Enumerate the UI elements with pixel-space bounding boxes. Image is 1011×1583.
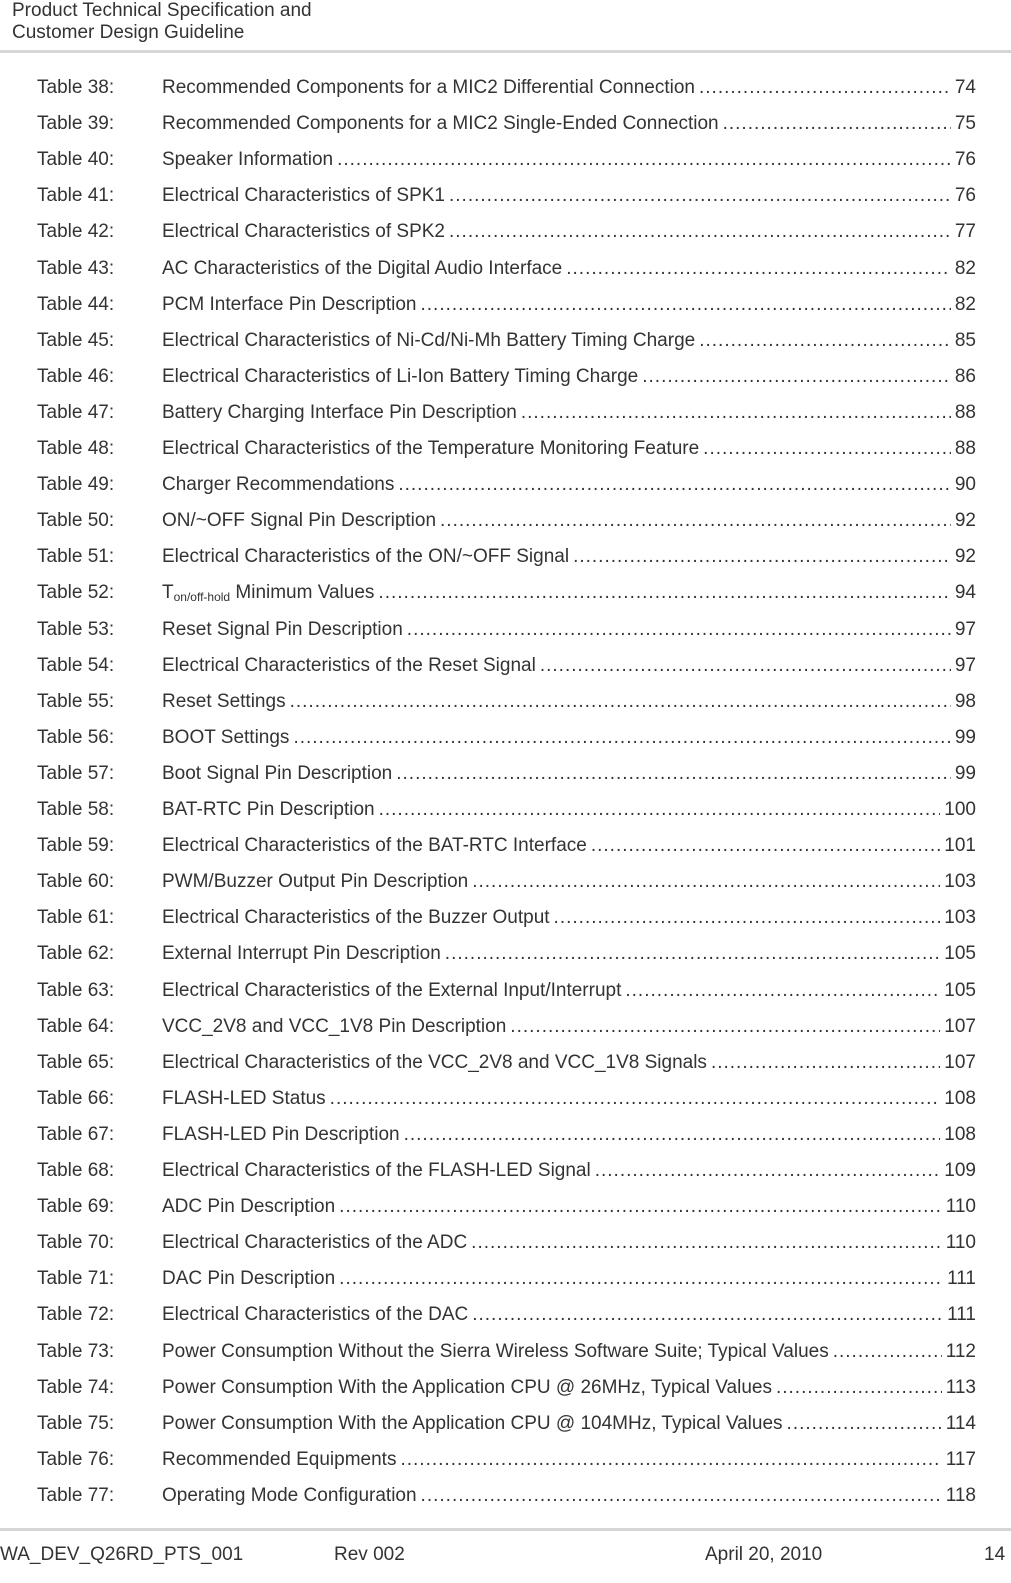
toc-entry-title: Recommended Components for a MIC2 Differential Connection <box>162 77 695 98</box>
toc-entry-label: Table 70: <box>37 1232 115 1254</box>
toc-dot-leader <box>330 1081 941 1117</box>
toc-entry[interactable] <box>0 1225 1011 1261</box>
toc-entry[interactable] <box>0 684 1011 720</box>
toc-entry-label: Table 50: <box>37 510 115 532</box>
toc-entry[interactable] <box>0 539 1011 575</box>
toc-entry-title-line <box>162 70 976 106</box>
toc-entry-label: Table 67: <box>37 1123 115 1145</box>
toc-entry-label: Table 49: <box>37 474 115 496</box>
toc-entry[interactable] <box>0 106 1011 142</box>
toc-entry-title-line <box>162 142 976 178</box>
toc-entry-title: Boot Signal Pin Description <box>162 762 393 784</box>
toc-dot-leader <box>449 214 951 250</box>
toc-entry-page: 82 <box>954 293 976 315</box>
toc-entry-title: Electrical Characteristics of Ni-Cd/Ni-Mh Battery Timing Charge <box>162 329 696 351</box>
toc-entry-page: 110 <box>945 1196 976 1218</box>
toc-entry-page: 113 <box>945 1376 976 1398</box>
toc-dot-leader <box>554 900 941 936</box>
toc-entry-label: Table 74: <box>37 1376 115 1398</box>
toc-entry-title: DAC Pin Description <box>162 1268 336 1290</box>
toc-entry-title-line <box>162 214 976 250</box>
toc-entry-page: 76 <box>954 185 976 207</box>
toc-entry-label: Table 43: <box>37 257 115 279</box>
toc-entry-page: 111 <box>947 1268 976 1290</box>
toc-entry-title-line <box>162 106 976 142</box>
toc-dot-leader <box>642 359 951 395</box>
toc-entry-title: AC Characteristics of the Digital Audio Interface <box>162 257 563 279</box>
toc-entry-title-line <box>162 1478 976 1514</box>
toc-dot-leader <box>595 1153 941 1189</box>
toc-entry-title: BAT-RTC Pin Description <box>162 799 375 820</box>
toc-entry[interactable] <box>0 178 1011 214</box>
toc-entry-label: Table 65: <box>37 1051 115 1073</box>
toc-entry[interactable] <box>0 503 1011 539</box>
toc-dot-leader <box>711 1045 940 1081</box>
toc-entry-title-subscript: on/off-hold <box>173 590 231 605</box>
toc-entry-page: 74 <box>954 77 976 98</box>
toc-dot-leader <box>339 1189 942 1225</box>
toc-entry-title: Power Consumption With the Application CPU @ 104MHz, Typical Values <box>162 1412 783 1434</box>
toc-entry-title-line <box>162 1045 976 1081</box>
toc-entry[interactable] <box>0 214 1011 250</box>
toc-entry-label: Table 53: <box>37 618 115 640</box>
toc-dot-leader <box>573 539 951 575</box>
toc-dot-leader <box>378 575 950 611</box>
toc-entry-title-line <box>162 1189 976 1225</box>
toc-dot-leader <box>472 1297 943 1333</box>
footer-divider <box>0 1528 1011 1531</box>
toc-dot-leader <box>521 395 951 431</box>
toc-entry-label: Table 77: <box>37 1484 115 1506</box>
toc-entry-label: Table 51: <box>37 546 115 568</box>
toc-entry[interactable] <box>0 1189 1011 1225</box>
toc-entry-page: 108 <box>944 1123 976 1145</box>
toc-entry-title-line <box>162 864 976 900</box>
toc-entry-label: Table 64: <box>37 1015 115 1037</box>
toc-entry-title-line <box>162 792 976 828</box>
footer-date: April 20, 2010 <box>705 1544 823 1565</box>
toc-entry[interactable] <box>0 1370 1011 1406</box>
toc-entry-title-line <box>162 1009 976 1045</box>
toc-entry-label: Table 52: <box>37 582 115 604</box>
toc-entry-page: 105 <box>944 979 976 1001</box>
toc-entry-page: 108 <box>944 1087 976 1109</box>
toc-entry-title: Electrical Characteristics of the DAC <box>162 1304 469 1326</box>
toc-entry-title: Electrical Characteristics of SPK2 <box>162 221 445 243</box>
toc-entry-page: 107 <box>944 1051 976 1073</box>
toc-entry-page: 111 <box>947 1304 976 1326</box>
toc-entry-label: Table 56: <box>37 726 115 748</box>
toc-entry-title-line <box>162 612 976 648</box>
toc-dot-leader <box>290 684 951 720</box>
toc-entry[interactable] <box>0 323 1011 359</box>
toc-entry-label: Table 75: <box>37 1412 115 1434</box>
toc-entry-title: Operating Mode Configuration <box>162 1484 417 1506</box>
toc-entry-title <box>162 575 374 615</box>
toc-dot-leader <box>293 720 950 756</box>
toc-entry-title: BOOT Settings <box>162 726 290 748</box>
toc-dot-leader <box>625 973 940 1009</box>
toc-entry-title: Charger Recommendations <box>162 474 395 496</box>
toc-entry-title: FLASH-LED Pin Description <box>162 1123 400 1145</box>
toc-entry[interactable] <box>0 1442 1011 1478</box>
toc-entry[interactable] <box>0 467 1011 503</box>
toc-entry-title-line <box>162 648 976 684</box>
toc-entry[interactable] <box>0 612 1011 648</box>
toc-dot-leader <box>339 1261 943 1297</box>
toc-entry-page: 88 <box>954 401 976 423</box>
toc-dot-leader <box>337 142 951 178</box>
toc-entry-label: Table 76: <box>37 1448 115 1470</box>
toc-entry-label: Table 63: <box>37 979 115 1001</box>
toc-dot-leader <box>398 467 951 503</box>
toc-entry-title: Electrical Characteristics of the Reset Signal <box>162 654 536 676</box>
toc-entry[interactable] <box>0 359 1011 395</box>
toc-entry-title-line <box>162 575 976 615</box>
toc-entry-label: Table 57: <box>37 762 115 784</box>
toc-entry-title: Power Consumption With the Application CPU @ 26MHz, Typical Values <box>162 1376 772 1398</box>
toc-entry[interactable] <box>0 1045 1011 1081</box>
toc-entry-title: Power Consumption Without the Sierra Wireless Software Suite; Typical Values <box>162 1340 829 1362</box>
toc-entry-title: Electrical Characteristics of the External Input/Interrupt <box>162 979 622 1001</box>
toc-entry-title: Speaker Information <box>162 149 334 171</box>
toc-entry-page: 97 <box>954 618 976 640</box>
toc-entry-title-line <box>162 395 976 431</box>
toc-dot-leader <box>540 648 951 684</box>
toc-dot-leader <box>723 106 951 142</box>
toc-entry-title-line <box>162 1117 976 1153</box>
toc-entry-page: 77 <box>954 221 976 243</box>
toc-entry-title: VCC_2V8 and VCC_1V8 Pin Description <box>162 1015 507 1037</box>
toc-entry-page: 88 <box>954 438 976 459</box>
toc-entry-title: FLASH-LED Status <box>162 1087 326 1109</box>
toc-entry[interactable] <box>0 973 1011 1009</box>
toc-entry-title: Electrical Characteristics of the Buzzer Output <box>162 907 550 929</box>
toc-entry-page: 94 <box>954 582 976 604</box>
toc-entry-label: Table 60: <box>37 871 115 893</box>
toc-entry-title: Electrical Characteristics of the ADC <box>162 1232 468 1254</box>
toc-dot-leader <box>396 756 951 792</box>
toc-entry-title-prefix: T <box>162 582 174 604</box>
toc-entry-page: 114 <box>945 1412 976 1434</box>
toc-entry-title: External Interrupt Pin Description <box>162 943 441 965</box>
toc-entry-label: Table 40: <box>37 149 115 171</box>
toc-entry-title-line <box>162 900 976 936</box>
toc-dot-leader <box>445 936 941 972</box>
footer-doc-id: WA_DEV_Q26RD_PTS_001 <box>0 1544 244 1565</box>
toc-entry[interactable] <box>0 936 1011 972</box>
toc-entry-title-line <box>162 287 976 323</box>
toc-entry[interactable] <box>0 900 1011 936</box>
toc-entry-page: 75 <box>954 113 976 135</box>
toc-entry[interactable] <box>0 720 1011 756</box>
toc-entry[interactable] <box>0 70 1011 106</box>
toc-entry-page: 100 <box>944 799 976 820</box>
toc-entry-page: 101 <box>944 835 976 857</box>
toc-entry[interactable] <box>0 1153 1011 1189</box>
toc-dot-leader <box>699 70 951 106</box>
toc-entry-label: Table 47: <box>37 401 115 423</box>
toc-dot-leader <box>400 1442 941 1478</box>
toc-entry[interactable] <box>0 1009 1011 1045</box>
toc-entry-page: 99 <box>954 726 976 748</box>
toc-entry-label: Table 59: <box>37 835 115 857</box>
footer-page-number: 14 <box>984 1544 1006 1565</box>
toc-entry[interactable] <box>0 792 1011 828</box>
toc-entry-label: Table 58: <box>37 799 115 820</box>
toc-entry[interactable] <box>0 1117 1011 1153</box>
toc-entry-label: Table 46: <box>37 365 115 387</box>
footer-revision: Rev 002 <box>334 1544 405 1565</box>
toc-entry-title-line <box>162 251 976 287</box>
toc-entry[interactable] <box>0 287 1011 323</box>
toc-dot-leader <box>440 503 951 539</box>
toc-entry-page: 98 <box>954 690 976 712</box>
toc-entry[interactable] <box>0 395 1011 431</box>
toc-entry-label: Table 41: <box>37 185 115 207</box>
toc-entry-title-line <box>162 1261 976 1297</box>
toc-entry-title-line <box>162 323 976 359</box>
toc-entry[interactable] <box>0 251 1011 287</box>
toc-dot-leader <box>471 1225 942 1261</box>
toc-entry-label: Table 66: <box>37 1087 115 1109</box>
toc-entry-title-text: Minimum Values <box>235 582 375 604</box>
toc-entry-title: Recommended Equipments <box>162 1448 397 1470</box>
toc-entry-label: Table 54: <box>37 654 115 676</box>
toc-entry-page: 105 <box>944 943 976 965</box>
toc-entry-title-line <box>162 1153 976 1189</box>
toc-dot-leader <box>472 864 940 900</box>
toc-entry-page: 110 <box>945 1232 976 1254</box>
toc-entry-label: Table 38: <box>37 77 115 98</box>
toc-dot-leader <box>404 1117 941 1153</box>
toc-entry-label: Table 55: <box>37 690 115 712</box>
header-line-2: Customer Design Guideline <box>12 22 245 43</box>
toc-entry-title: Recommended Components for a MIC2 Single-Ended Connection <box>162 113 719 135</box>
toc-dot-leader <box>421 287 951 323</box>
toc-dot-leader <box>833 1334 942 1370</box>
toc-entry-title-line <box>162 684 976 720</box>
toc-entry[interactable] <box>0 828 1011 864</box>
toc-entry-title: Electrical Characteristics of the FLASH-LED Signal <box>162 1160 591 1181</box>
toc-dot-leader <box>703 431 951 467</box>
toc-dot-leader <box>776 1370 942 1406</box>
toc-entry-label: Table 68: <box>37 1160 115 1181</box>
toc-entry-page: 90 <box>954 474 976 496</box>
toc-entry-label: Table 61: <box>37 907 115 929</box>
toc-entry-title-line <box>162 1297 976 1333</box>
toc-entry[interactable] <box>0 142 1011 178</box>
toc-entry-page: 112 <box>945 1340 976 1362</box>
toc-entry[interactable] <box>0 1406 1011 1442</box>
toc-entry-title: Battery Charging Interface Pin Description <box>162 401 517 423</box>
toc-dot-leader <box>449 178 951 214</box>
toc-entry-title: Electrical Characteristics of the BAT-RTC Interface <box>162 835 587 857</box>
toc-entry-title: ON/~OFF Signal Pin Description <box>162 510 437 532</box>
toc-entry-title-line <box>162 359 976 395</box>
toc-entry-title: Electrical Characteristics of Li-Ion Battery Timing Charge <box>162 365 639 387</box>
toc-entry[interactable] <box>0 1297 1011 1333</box>
header-divider <box>0 50 1011 53</box>
toc-dot-leader <box>566 251 951 287</box>
toc-entry-page: 117 <box>945 1448 976 1470</box>
toc-entry-title-line <box>162 1442 976 1478</box>
page-header <box>12 0 312 44</box>
toc-dot-leader <box>510 1009 940 1045</box>
toc-entry-label: Table 62: <box>37 943 115 965</box>
toc-entry-title: Reset Signal Pin Description <box>162 618 403 640</box>
toc-entry-label: Table 71: <box>37 1268 115 1290</box>
toc-entry-title: Electrical Characteristics of SPK1 <box>162 185 445 207</box>
toc-entry[interactable] <box>0 1478 1011 1514</box>
toc-entry[interactable] <box>0 1261 1011 1297</box>
toc-entry-page: 97 <box>954 654 976 676</box>
header-line-1: Product Technical Specification and <box>12 0 312 21</box>
toc-entry-title-line <box>162 1370 976 1406</box>
toc-entry-title: ADC Pin Description <box>162 1196 336 1218</box>
toc-entry-title: PWM/Buzzer Output Pin Description <box>162 871 469 893</box>
toc-entry-title: Reset Settings <box>162 690 286 712</box>
toc-entry[interactable] <box>0 1081 1011 1117</box>
toc-entry-title-line <box>162 720 976 756</box>
toc-entry-page: 92 <box>954 510 976 532</box>
toc-dot-leader <box>699 323 951 359</box>
toc-entry-title-line <box>162 539 976 575</box>
toc-entry[interactable] <box>0 756 1011 792</box>
toc-entry-title-line <box>162 1334 976 1370</box>
toc-entry-title-line <box>162 178 976 214</box>
toc-entry-title-line <box>162 1081 976 1117</box>
toc-entry-page: 86 <box>954 365 976 387</box>
toc-entry-title-line <box>162 973 976 1009</box>
toc-entry-page: 118 <box>945 1484 976 1506</box>
toc-entry[interactable] <box>0 431 1011 467</box>
toc-entry-title: Electrical Characteristics of the Temperature Monitoring Feature <box>162 438 700 459</box>
toc-entry-label: Table 48: <box>37 438 115 459</box>
toc-entry-title-line <box>162 467 976 503</box>
toc-entry[interactable] <box>0 864 1011 900</box>
toc-dot-leader <box>421 1478 942 1514</box>
toc-entry-label: Table 69: <box>37 1196 115 1218</box>
toc-entry-page: 107 <box>944 1015 976 1037</box>
toc-entry[interactable] <box>0 648 1011 684</box>
toc-entry-title-line <box>162 828 976 864</box>
toc-entry[interactable] <box>0 575 1011 611</box>
toc-entry-title-line <box>162 936 976 972</box>
toc-entry-page: 99 <box>954 762 976 784</box>
toc-entry-page: 85 <box>954 329 976 351</box>
toc-entry-label: Table 42: <box>37 221 115 243</box>
toc-entry-title: Electrical Characteristics of the VCC_2V8 and VCC_1V8 Signals <box>162 1051 707 1073</box>
toc-entry-title-line <box>162 431 976 467</box>
toc-entry[interactable] <box>0 1334 1011 1370</box>
toc-entry-page: 103 <box>944 907 976 929</box>
toc-entry-title: Electrical Characteristics of the ON/~OFF Signal <box>162 546 570 568</box>
toc-dot-leader <box>407 612 951 648</box>
toc-entry-label: Table 73: <box>37 1340 115 1362</box>
toc-entry-page: 82 <box>954 257 976 279</box>
toc-entry-title-line <box>162 1406 976 1442</box>
toc-entry-title-line <box>162 756 976 792</box>
toc-entry-page: 103 <box>944 871 976 893</box>
toc-dot-leader <box>787 1406 942 1442</box>
toc-entry-page: 92 <box>954 546 976 568</box>
toc-entry-title: PCM Interface Pin Description <box>162 293 417 315</box>
toc-entry-page: 109 <box>944 1160 976 1181</box>
toc-entry-page: 76 <box>954 149 976 171</box>
toc-entry-title-line <box>162 1225 976 1261</box>
toc-entry-label: Table 72: <box>37 1304 115 1326</box>
toc-entry-title-line <box>162 503 976 539</box>
toc-dot-leader <box>591 828 940 864</box>
toc-entry-label: Table 44: <box>37 293 115 315</box>
toc-entry-label: Table 45: <box>37 329 115 351</box>
toc-dot-leader <box>379 792 941 828</box>
toc-entry-label: Table 39: <box>37 113 115 135</box>
